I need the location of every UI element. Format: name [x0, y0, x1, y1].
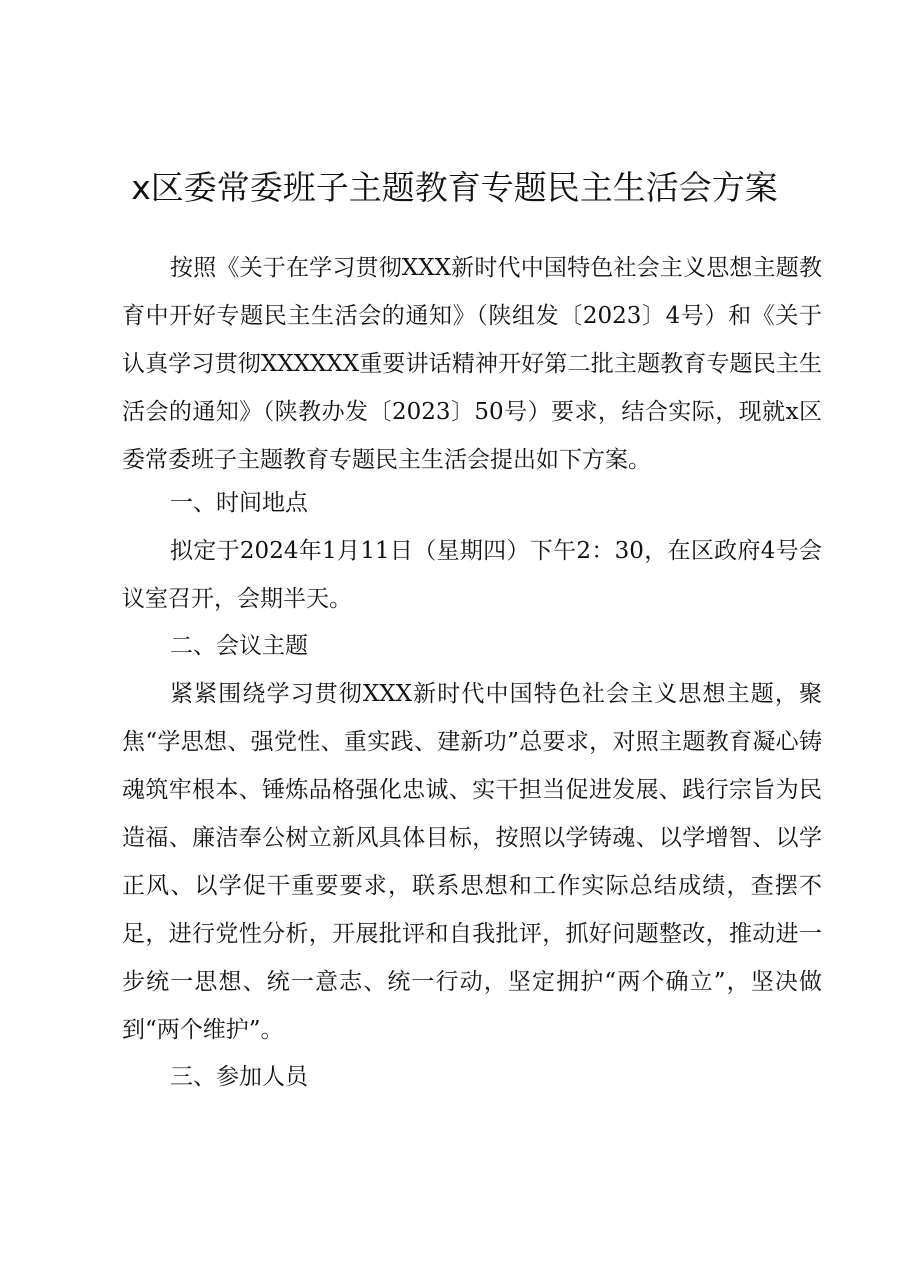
document-title: x区委常委班子主题教育专题民主生活会方案 [131, 168, 778, 207]
section-body-theme: 紧紧围绕学习贯彻XXX新时代中国特色社会主义思想主题，聚焦“学思想、强党性、重实践、建新功”总要求，对照主题教育凝心铸魂筑牢根本、锤炼品格强化忠诚、实干担当促进发展、践行宗旨为民造福、廉洁奉公树立新风具体目标，按照以学铸魂、以学增智、以学正风、以学促干重要要求，联系思想和工作实际总结成绩，查摆不足，进行党性分析，开展批评和自我批评，抓好问题整改，推动进一步统一思想、统一意志、统一行动，坚定拥护“两个确立”，坚决做到“两个维护”。 [122, 681, 822, 1043]
section-heading-participants: 三、参加人员 [170, 1064, 308, 1090]
section-heading-theme: 二、会议主题 [170, 633, 308, 659]
section-heading-time-location: 一、时间地点 [170, 490, 308, 516]
section-body-time-location: 拟定于2024年1月11日（星期四）下午2：30，在区政府4号会议室召开，会期半天。 [122, 538, 822, 612]
intro-paragraph: 按照《关于在学习贯彻XXX新时代中国特色社会主义思想主题教育中开好专题民主生活会的通知》（陕组发〔2023〕4号）和《关于认真学习贯彻XXXXXX重要讲话精神开好第二批主题教育专题民主生活会的通知》（陕教办发〔2023〕50号）要求，结合实际，现就x区委常委班子主题教育专题民主生活会提出如下方案。 [122, 255, 822, 473]
